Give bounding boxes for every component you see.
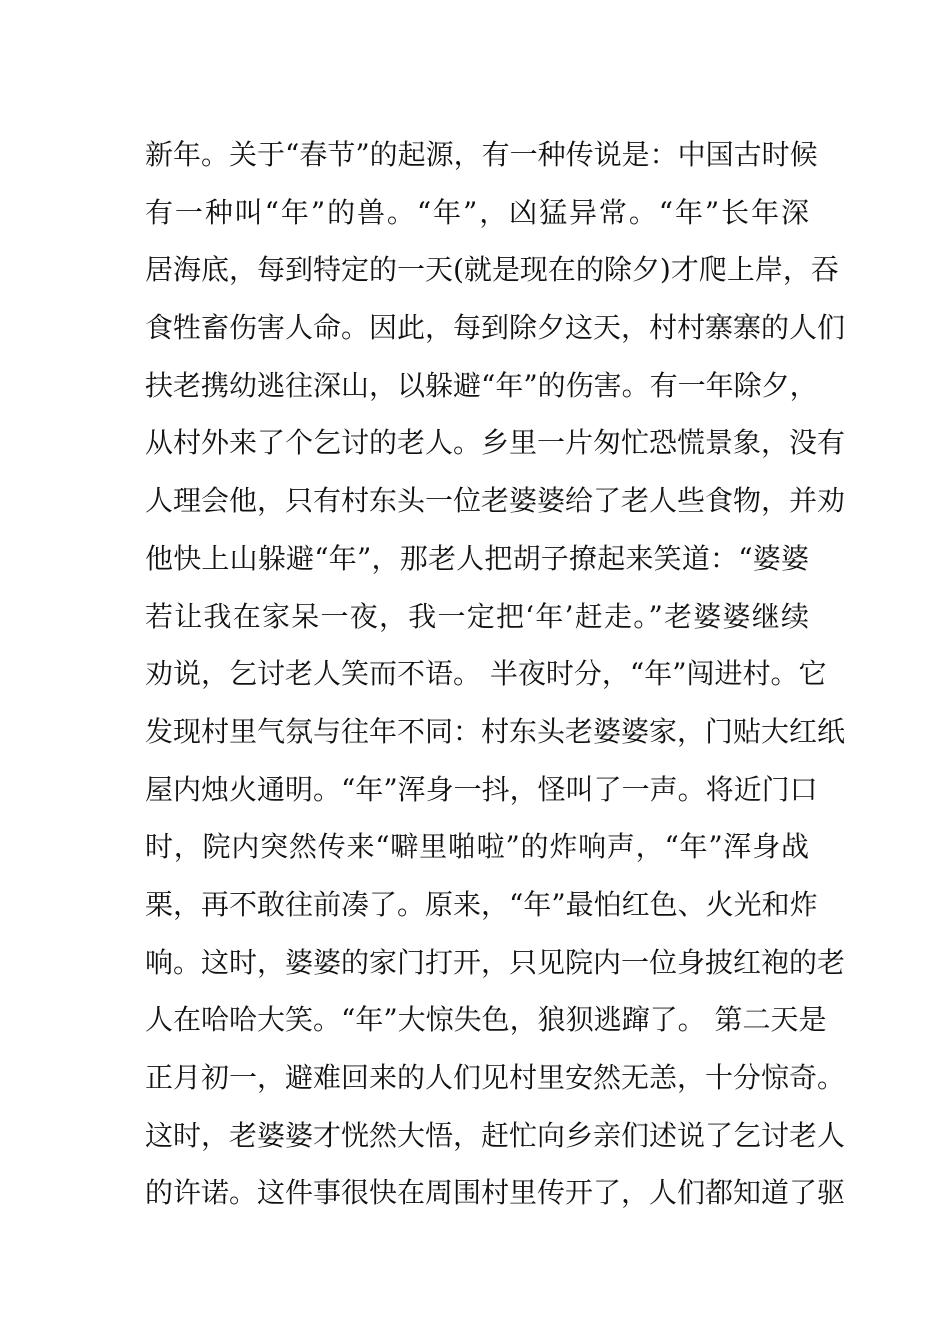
text-line: 人理会他，只有村东头一位老婆婆给了老人些食物，并劝: [145, 484, 846, 518]
text-line: 响。这时，婆婆的家门打开，只见院内一位身披红袍的老: [145, 945, 846, 979]
text-line: 若让我在家呆一夜，我一定把‘年’赶走。”老婆婆继续: [145, 599, 809, 633]
body-text: [145, 126, 846, 1222]
text-line: 扶老携幼逃往深山，以躲避“年”的伤害。有一年除夕，: [145, 368, 818, 402]
text-line: 正月初一，避难回来的人们见村里安然无恙，十分惊奇。: [145, 1061, 846, 1094]
text-line: 劝说，乞讨老人笑而不语。 半夜时分，“年”闯进村。它: [145, 657, 827, 691]
text-line: 食牲畜伤害人命。因此，每到除夕这天，村村寨寨的人们: [145, 311, 846, 345]
text-line: 时，院内突然传来“噼里啪啦”的炸响声，“年”浑身战: [145, 830, 809, 864]
text-line: 发现村里气氛与往年不同：村东头老婆婆家，门贴大红纸: [145, 714, 846, 748]
text-line: 屋内烛火通明。“年”浑身一抖，怪叫了一声。将近门口: [145, 772, 818, 806]
text-line: 有一种叫“年”的兽。“年”，凶猛异常。“年”长年深: [145, 195, 809, 229]
text-line: 新年。关于“春节”的起源，有一种传说是：中国古时候: [145, 138, 818, 171]
text-line: 这时，老婆婆才恍然大悟，赶忙向乡亲们述说了乞讨老人: [145, 1118, 846, 1152]
text-line: 人在哈哈大笑。“年”大惊失色，狼狈逃蹿了。 第二天是: [145, 1003, 827, 1037]
text-line: 栗，再不敢往前凑了。原来，“年”最怕红色、火光和炸: [145, 887, 818, 921]
text-line: 居海底，每到特定的一天(就是现在的除夕)才爬上岸，吞: [145, 253, 839, 287]
text-line: 的许诺。这件事很快在周围村里传开了，人们都知道了驱: [145, 1176, 846, 1210]
text-line: 他快上山躲避“年”，那老人把胡子撩起来笑道：“婆婆: [145, 541, 809, 575]
text-line: 从村外来了个乞讨的老人。乡里一片匆忙恐慌景象，没有: [145, 426, 846, 460]
